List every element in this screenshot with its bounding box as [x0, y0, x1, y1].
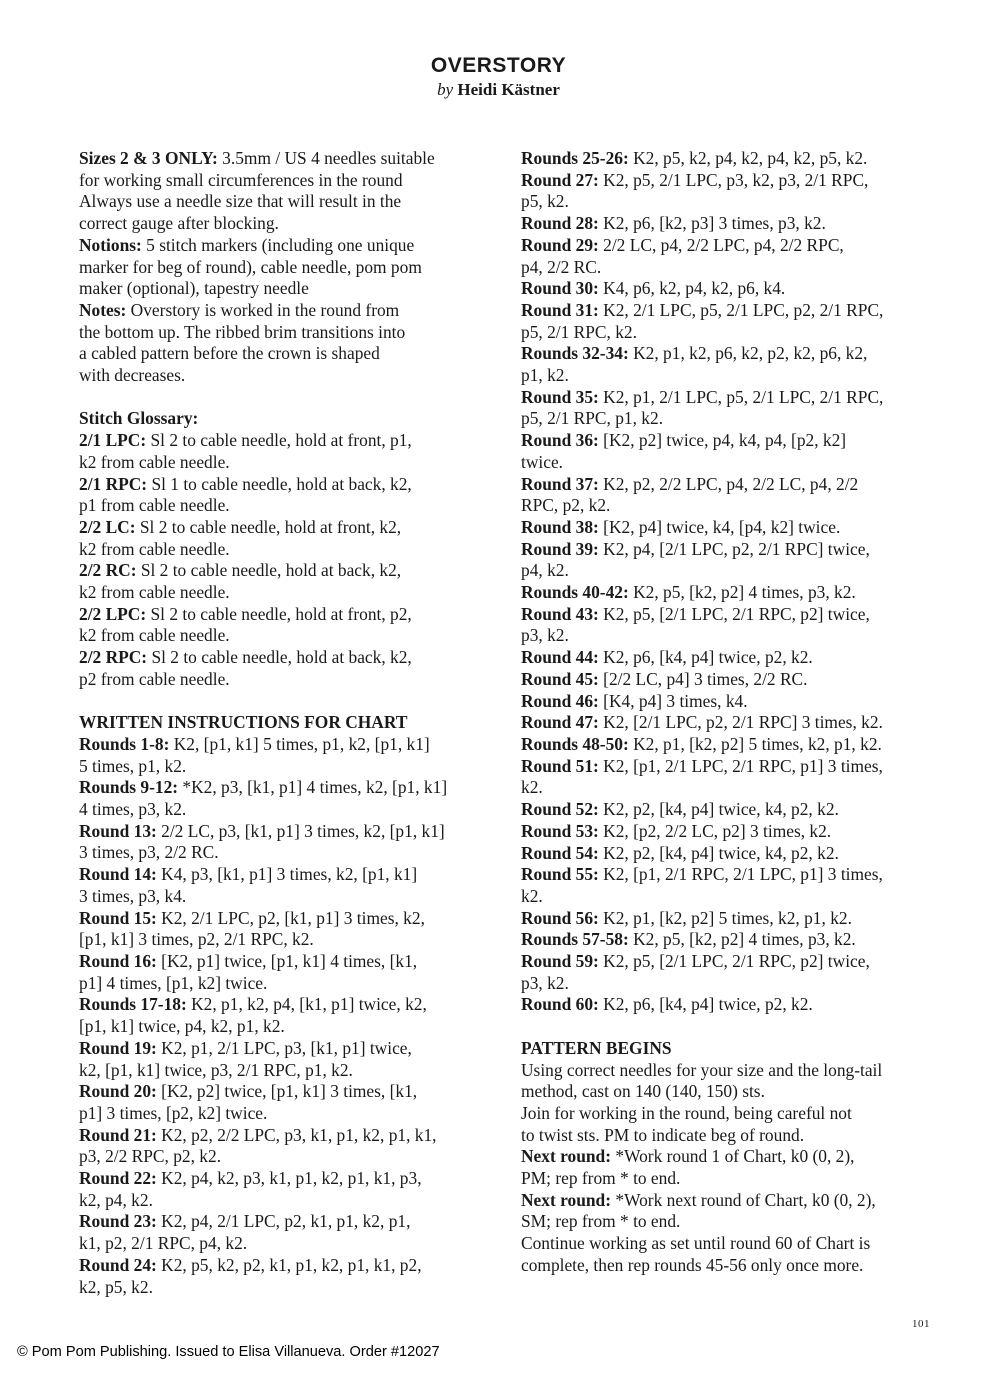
- paragraph-text: K2, p5, k2, p4, k2, p4, k2, p5, k2.: [628, 148, 868, 168]
- paragraph-text: k2.: [521, 777, 543, 798]
- paragraph-text: Sl 2 to cable needle, hold at front, p1,: [146, 430, 412, 451]
- paragraph-text: [p1, k1] twice, p4, k2, p1, k2.: [79, 1016, 285, 1037]
- paragraph-text: K2, p1, k2, p4, [k1, p1] twice, k2,: [186, 994, 427, 1015]
- paragraph-text: Continue working as set until round 60 of Chart is: [521, 1233, 871, 1254]
- paragraph-text: k2 from cable needle.: [79, 625, 230, 646]
- text-paragraph: [79, 1038, 499, 1081]
- paragraph-text: with decreases.: [79, 365, 186, 386]
- paragraph-text: correct gauge after blocking.: [79, 213, 279, 234]
- paragraph-label: Round 28:: [521, 213, 599, 234]
- text-paragraph: [79, 951, 499, 994]
- paragraph-label: Round 47:: [521, 712, 599, 733]
- text-paragraph: [79, 1255, 499, 1298]
- text-paragraph: [79, 1168, 499, 1211]
- paragraph-text: k2, p5, k2.: [79, 1276, 153, 1297]
- right-column: [521, 148, 941, 1277]
- paragraph-text: K4, p3, [k1, p1] 3 times, k2, [p1, k1]: [156, 864, 418, 885]
- text-paragraph: [521, 1146, 941, 1189]
- paragraph-text: complete, then rep rounds 45-56 only once more.: [521, 1254, 864, 1275]
- text-paragraph: [521, 343, 941, 386]
- text-paragraph: [79, 1125, 499, 1168]
- text-paragraph: [79, 235, 499, 300]
- paragraph-label: Next round:: [521, 1189, 612, 1210]
- paragraph-text: *Work round 1 of Chart, k0 (0, 2),: [611, 1146, 855, 1167]
- paragraph-text: *K2, p3, [k1, p1] 4 times, k2, [p1, k1]: [178, 777, 448, 798]
- paragraph-text: p5, k2.: [521, 191, 569, 212]
- paragraph-text: K2, p4, 2/1 LPC, p2, k1, p1, k2, p1,: [156, 1211, 411, 1232]
- text-paragraph: [521, 734, 941, 756]
- paragraph-text: p3, k2.: [521, 625, 569, 646]
- paragraph-label: Round 35:: [521, 386, 599, 407]
- paragraph-label: Round 36:: [521, 430, 599, 451]
- paragraph-label: Next round:: [521, 1146, 612, 1167]
- text-paragraph: [79, 430, 499, 473]
- glossary-heading: Stitch Glossary:: [79, 408, 199, 429]
- paragraph-text: p3, 2/2 RPC, p2, k2.: [79, 1146, 222, 1167]
- text-paragraph: [79, 1211, 499, 1254]
- paragraph-text: p5, 2/1 RPC, p1, k2.: [521, 408, 664, 429]
- author-name: Heidi Kästner: [457, 80, 560, 99]
- paragraph-text: method, cast on 140 (140, 150) sts.: [521, 1081, 765, 1102]
- paragraph-text: twice.: [521, 451, 564, 472]
- paragraph-text: Sl 1 to cable needle, hold at back, k2,: [147, 473, 412, 494]
- paragraph-text: K2, [p1, 2/1 RPC, 2/1 LPC, p1] 3 times,: [598, 864, 883, 885]
- text-paragraph: [521, 539, 941, 582]
- paragraph-text: p1 from cable needle.: [79, 495, 230, 516]
- paragraph-text: p2 from cable needle.: [79, 668, 230, 689]
- paragraph-text: K2, p2, 2/2 LPC, p4, 2/2 LC, p4, 2/2: [598, 473, 859, 494]
- paragraph-text: marker for beg of round), cable needle, pom pom: [79, 256, 422, 277]
- paragraph-text: k2.: [521, 885, 543, 906]
- paragraph-text: Always use a needle size that will result in the: [79, 191, 402, 212]
- text-paragraph: [521, 669, 941, 691]
- text-paragraph: [79, 1081, 499, 1124]
- paragraph-label: Notions:: [79, 234, 142, 255]
- paragraph-text: K2, [p1, k1] 5 times, p1, k2, [p1, k1]: [169, 733, 430, 754]
- paragraph-text: 2/2 LC, p3, [k1, p1] 3 times, k2, [p1, k1]: [156, 820, 445, 841]
- paragraph-text: 3 times, p3, k4.: [79, 885, 187, 906]
- paragraph-text: 3.5mm / US 4 needles suitable: [217, 148, 435, 168]
- paragraph-text: Using correct needles for your size and the long-tail: [521, 1059, 883, 1080]
- paragraph-text: p3, k2.: [521, 972, 569, 993]
- paragraph-text: K2, p1, 2/1 LPC, p5, 2/1 LPC, 2/1 RPC,: [598, 386, 884, 407]
- text-paragraph: [79, 517, 499, 560]
- paragraph-label: Rounds 17-18:: [79, 994, 187, 1015]
- paragraph-text: to twist sts. PM to indicate beg of round.: [521, 1124, 805, 1145]
- text-paragraph: [521, 843, 941, 865]
- paragraph-text: K4, p6, k2, p4, k2, p6, k4.: [598, 278, 786, 299]
- text-paragraph: [521, 647, 941, 669]
- paragraph-text: K2, p6, [k4, p4] twice, p2, k2.: [598, 994, 813, 1015]
- paragraph-label: Round 24:: [79, 1254, 157, 1275]
- paragraph-text: k1, p2, 2/1 RPC, p4, k2.: [79, 1233, 248, 1254]
- text-paragraph: [521, 908, 941, 930]
- paragraph-text: [K4, p4] 3 times, k4.: [598, 690, 748, 711]
- text-paragraph: [521, 235, 941, 278]
- paragraph-label: Round 51:: [521, 755, 599, 776]
- text-paragraph: [521, 387, 941, 430]
- paragraph-label: 2/2 RC:: [79, 560, 137, 581]
- paragraph-text: K2, p5, [k2, p2] 4 times, p3, k2.: [628, 929, 856, 950]
- paragraph-text: [p1, k1] 3 times, p2, 2/1 RPC, k2.: [79, 929, 314, 950]
- paragraph-label: Rounds 48-50:: [521, 733, 629, 754]
- paragraph-text: [K2, p4] twice, k4, [p4, k2] twice.: [598, 516, 841, 537]
- paragraph-text: [K2, p2] twice, [p1, k1] 3 times, [k1,: [156, 1081, 418, 1102]
- byline-by: by: [437, 80, 454, 99]
- text-paragraph: [521, 148, 941, 170]
- paragraph-label: Round 27:: [521, 169, 599, 190]
- paragraph-label: 2/2 LC:: [79, 516, 136, 537]
- text-paragraph: [79, 191, 499, 234]
- text-paragraph: [521, 951, 941, 994]
- paragraph-label: Round 39:: [521, 538, 599, 559]
- paragraph-text: Sl 2 to cable needle, hold at back, k2,: [147, 647, 412, 668]
- text-paragraph: [521, 1103, 941, 1146]
- paragraph-text: k2, [p1, k1] twice, p3, 2/1 RPC, p1, k2.: [79, 1059, 353, 1080]
- paragraph-label: Round 37:: [521, 473, 599, 494]
- paragraph-text: K2, p6, [k2, p3] 3 times, p3, k2.: [598, 213, 826, 234]
- paragraph-text: K2, [p2, 2/2 LC, p2] 3 times, k2.: [598, 820, 832, 841]
- paragraph-text: Sl 2 to cable needle, hold at front, k2,: [135, 516, 402, 537]
- paragraph-label: Notes:: [79, 299, 127, 320]
- rounds-list-right: [521, 148, 941, 1016]
- paragraph-label: Round 45:: [521, 668, 599, 689]
- text-paragraph: [79, 777, 499, 820]
- paragraph-text: p1] 3 times, [p2, k2] twice.: [79, 1102, 268, 1123]
- paragraph-text: 4 times, p3, k2.: [79, 799, 187, 820]
- paragraph-text: SM; rep from * to end.: [521, 1211, 681, 1232]
- text-paragraph: [79, 864, 499, 907]
- paragraph-label: Round 15:: [79, 907, 157, 928]
- paragraph-text: p4, 2/2 RC.: [521, 256, 602, 277]
- paragraph-text: K2, p1, [k2, p2] 5 times, k2, p1, k2.: [598, 907, 852, 928]
- text-paragraph: [79, 821, 499, 864]
- text-paragraph: [79, 647, 499, 690]
- paragraph-text: the bottom up. The ribbed brim transitions into: [79, 321, 406, 342]
- paragraph-label: Round 54:: [521, 842, 599, 863]
- paragraph-label: Sizes 2 & 3 ONLY:: [79, 148, 218, 168]
- paragraph-text: K2, p1, k2, p6, k2, p2, k2, p6, k2,: [628, 343, 868, 364]
- paragraph-text: [2/2 LC, p4] 3 times, 2/2 RC.: [598, 668, 808, 689]
- text-paragraph: [521, 712, 941, 734]
- paragraph-text: K2, p6, [k4, p4] twice, p2, k2.: [598, 647, 813, 668]
- paragraph-label: Round 13:: [79, 820, 157, 841]
- paragraph-text: 2/2 LC, p4, 2/2 LPC, p4, 2/2 RPC,: [598, 234, 844, 255]
- intro-section: [79, 148, 499, 387]
- paragraph-label: Round 52:: [521, 799, 599, 820]
- paragraph-text: 3 times, p3, 2/2 RC.: [79, 842, 219, 863]
- pattern-section: [521, 1060, 941, 1277]
- paragraph-text: K2, p4, [2/1 LPC, p2, 2/1 RPC] twice,: [598, 538, 870, 559]
- paragraph-label: Round 46:: [521, 690, 599, 711]
- paragraph-label: Rounds 40-42:: [521, 582, 629, 603]
- paragraph-text: K2, p2, [k4, p4] twice, k4, p2, k2.: [598, 842, 839, 863]
- text-paragraph: [521, 604, 941, 647]
- paragraph-label: Round 22:: [79, 1168, 157, 1189]
- written-instructions-heading: WRITTEN INSTRUCTIONS FOR CHART: [79, 712, 408, 733]
- text-paragraph: [521, 213, 941, 235]
- paragraph-text: K2, p4, k2, p3, k1, p1, k2, p1, k1, p3,: [156, 1168, 422, 1189]
- paragraph-text: K2, [2/1 LPC, p2, 2/1 RPC] 3 times, k2.: [598, 712, 883, 733]
- paragraph-label: Round 43:: [521, 603, 599, 624]
- text-paragraph: [521, 170, 941, 213]
- paragraph-label: 2/2 LPC:: [79, 603, 147, 624]
- paragraph-text: for working small circumferences in the round: [79, 169, 403, 190]
- paragraph-text: p1] 4 times, [p1, k2] twice.: [79, 972, 268, 993]
- text-paragraph: [521, 994, 941, 1016]
- paragraph-text: K2, p1, [k2, p2] 5 times, k2, p1, k2.: [628, 733, 882, 754]
- paragraph-text: K2, p5, [2/1 LPC, 2/1 RPC, p2] twice,: [598, 951, 870, 972]
- paragraph-text: [K2, p1] twice, [p1, k1] 4 times, [k1,: [156, 950, 418, 971]
- paragraph-text: RPC, p2, k2.: [521, 495, 611, 516]
- paragraph-label: Rounds 57-58:: [521, 929, 629, 950]
- copyright-footer: © Pom Pom Publishing. Issued to Elisa Villanueva. Order #12027: [17, 1344, 440, 1360]
- text-paragraph: [79, 734, 499, 777]
- text-paragraph: [79, 604, 499, 647]
- text-paragraph: [521, 1060, 941, 1103]
- text-paragraph: [521, 864, 941, 907]
- paragraph-text: K2, p5, 2/1 LPC, p3, k2, p3, 2/1 RPC,: [598, 169, 869, 190]
- text-paragraph: [521, 929, 941, 951]
- paragraph-text: K2, p2, 2/2 LPC, p3, k1, p1, k2, p1, k1,: [156, 1124, 437, 1145]
- paragraph-text: k2 from cable needle.: [79, 582, 230, 603]
- paragraph-text: maker (optional), tapestry needle: [79, 278, 309, 299]
- paragraph-text: K2, p1, 2/1 LPC, p3, [k1, p1] twice,: [156, 1037, 412, 1058]
- text-paragraph: [79, 148, 499, 191]
- byline: [0, 79, 997, 101]
- paragraph-label: Round 29:: [521, 234, 599, 255]
- text-paragraph: [521, 278, 941, 300]
- paragraph-label: Round 56:: [521, 907, 599, 928]
- paragraph-text: Join for working in the round, being careful not: [521, 1102, 852, 1123]
- paragraph-text: Sl 2 to cable needle, hold at front, p2,: [146, 603, 412, 624]
- page-number: 101: [912, 1318, 930, 1330]
- paragraph-label: Round 44:: [521, 647, 599, 668]
- paragraph-label: Round 59:: [521, 951, 599, 972]
- text-paragraph: [79, 300, 499, 387]
- paragraph-label: Round 30:: [521, 278, 599, 299]
- pattern-begins-heading: PATTERN BEGINS: [521, 1037, 672, 1058]
- paragraph-text: PM; rep from * to end.: [521, 1168, 681, 1189]
- paragraph-text: a cabled pattern before the crown is shaped: [79, 343, 380, 364]
- paragraph-label: Rounds 25-26:: [521, 148, 629, 168]
- paragraph-label: Round 16:: [79, 950, 157, 971]
- text-paragraph: [521, 582, 941, 604]
- text-paragraph: [521, 691, 941, 713]
- paragraph-label: Round 38:: [521, 516, 599, 537]
- text-paragraph: [79, 994, 499, 1037]
- paragraph-text: p1, k2.: [521, 365, 569, 386]
- text-paragraph: [521, 1190, 941, 1233]
- text-paragraph: [79, 560, 499, 603]
- paragraph-label: Rounds 1-8:: [79, 733, 170, 754]
- paragraph-text: Overstory is worked in the round from: [126, 299, 400, 320]
- paragraph-text: k2, p4, k2.: [79, 1189, 153, 1210]
- paragraph-text: K2, p5, [2/1 LPC, 2/1 RPC, p2] twice,: [598, 603, 870, 624]
- paragraph-label: Round 53:: [521, 820, 599, 841]
- paragraph-label: Round 55:: [521, 864, 599, 885]
- paragraph-text: K2, p5, [k2, p2] 4 times, p3, k2.: [628, 582, 856, 603]
- paragraph-label: 2/2 RPC:: [79, 647, 148, 668]
- page-header: [0, 54, 997, 101]
- paragraph-label: Round 31:: [521, 299, 599, 320]
- paragraph-label: Round 60:: [521, 994, 599, 1015]
- text-paragraph: [521, 300, 941, 343]
- paragraph-label: Round 20:: [79, 1081, 157, 1102]
- rounds-list-left: [79, 734, 499, 1298]
- text-paragraph: [521, 756, 941, 799]
- paragraph-text: p5, 2/1 RPC, k2.: [521, 321, 637, 342]
- paragraph-label: Rounds 9-12:: [79, 777, 179, 798]
- paragraph-label: 2/1 RPC:: [79, 473, 148, 494]
- paragraph-text: k2 from cable needle.: [79, 451, 230, 472]
- text-paragraph: [521, 430, 941, 473]
- text-paragraph: [521, 821, 941, 843]
- glossary-section: [79, 430, 499, 690]
- paragraph-label: Rounds 32-34:: [521, 343, 629, 364]
- paragraph-label: Round 19:: [79, 1037, 157, 1058]
- text-paragraph: [521, 1233, 941, 1276]
- text-paragraph: [79, 474, 499, 517]
- paragraph-text: p4, k2.: [521, 560, 569, 581]
- text-paragraph: [521, 517, 941, 539]
- paragraph-text: K2, [p1, 2/1 LPC, 2/1 RPC, p1] 3 times,: [598, 755, 883, 776]
- paragraph-text: 5 stitch markers (including one unique: [141, 234, 415, 255]
- paragraph-label: Round 21:: [79, 1124, 157, 1145]
- paragraph-text: K2, 2/1 LPC, p5, 2/1 LPC, p2, 2/1 RPC,: [598, 299, 884, 320]
- text-paragraph: [521, 799, 941, 821]
- text-paragraph: [521, 474, 941, 517]
- paragraph-label: Round 23:: [79, 1211, 157, 1232]
- paragraph-label: Round 14:: [79, 864, 157, 885]
- paragraph-text: K2, p2, [k4, p4] twice, k4, p2, k2.: [598, 799, 839, 820]
- paragraph-text: *Work next round of Chart, k0 (0, 2),: [611, 1189, 876, 1210]
- paragraph-text: 5 times, p1, k2.: [79, 755, 187, 776]
- paragraph-text: k2 from cable needle.: [79, 538, 230, 559]
- paragraph-text: K2, 2/1 LPC, p2, [k1, p1] 3 times, k2,: [156, 907, 425, 928]
- paragraph-label: 2/1 LPC:: [79, 430, 147, 451]
- pattern-title: OVERSTORY: [430, 54, 567, 77]
- paragraph-text: Sl 2 to cable needle, hold at back, k2,: [136, 560, 402, 581]
- left-column: [79, 148, 499, 1298]
- text-paragraph: [79, 908, 499, 951]
- paragraph-text: K2, p5, k2, p2, k1, p1, k2, p1, k1, p2,: [156, 1254, 422, 1275]
- paragraph-text: [K2, p2] twice, p4, k4, p4, [p2, k2]: [598, 430, 847, 451]
